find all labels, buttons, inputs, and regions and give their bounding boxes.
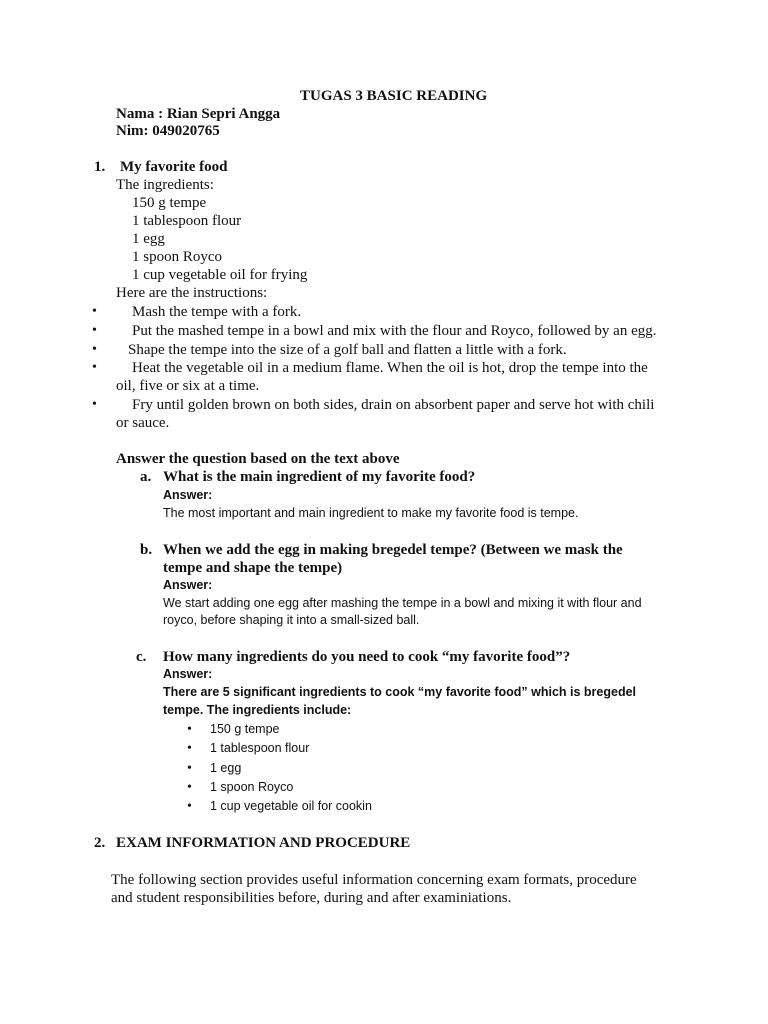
answer-c-text: There are 5 significant ingredients to cook “my favorite food” which is bregedel — [163, 685, 637, 699]
bullet-icon: • — [187, 722, 192, 737]
answer-b-text: We start adding one egg after mashing the tempe in a bowl and mixing it with flour and — [163, 596, 642, 610]
questions-heading: Answer the question based on the text above — [116, 451, 400, 467]
question-b-text: When we add the egg in making bregedel tempe? (Between we mask the — [163, 542, 623, 558]
question-a-letter: a. — [140, 469, 152, 485]
instruction-step: Put the mashed tempe in a bowl and mix with the flour and Royco, followed by an egg. — [132, 323, 657, 339]
answer-c-list-item: 1 tablespoon flour — [210, 741, 310, 755]
section-2-paragraph-continued: and student responsibilities before, during and after examiniations. — [111, 890, 512, 906]
answer-a-label: Answer: — [163, 488, 213, 502]
instruction-step: Fry until golden brown on both sides, drain on absorbent paper and serve hot with chili — [132, 397, 655, 413]
answer-c-label: Answer: — [163, 667, 213, 681]
bullet-icon: • — [92, 323, 97, 338]
student-name: Nama : Rian Sepri Angga — [116, 106, 281, 122]
instruction-step-continued: or sauce. — [116, 415, 170, 431]
instruction-step: Heat the vegetable oil in a medium flame. When the oil is hot, drop the tempe into the — [132, 360, 648, 376]
ingredient-item: 1 spoon Royco — [132, 249, 222, 265]
section-2-paragraph: The following section provides useful information concerning exam formats, procedure — [111, 872, 637, 888]
bullet-icon: • — [187, 799, 192, 814]
section-1-number: 1. — [94, 159, 106, 175]
question-b-letter: b. — [140, 542, 153, 558]
bullet-icon: • — [92, 397, 97, 412]
bullet-icon: • — [92, 342, 97, 357]
bullet-icon: • — [92, 360, 97, 375]
ingredient-item: 150 g tempe — [132, 195, 207, 211]
bullet-icon: • — [187, 741, 192, 756]
ingredient-item: 1 tablespoon flour — [132, 213, 242, 229]
instruction-step-continued: oil, five or six at a time. — [116, 378, 260, 394]
question-a-text: What is the main ingredient of my favorite food? — [163, 469, 476, 485]
document-title: TUGAS 3 BASIC READING — [300, 88, 488, 104]
answer-c-list-item: 150 g tempe — [210, 722, 280, 736]
question-b-text-continued: tempe and shape the tempe) — [163, 560, 343, 576]
section-2-heading: EXAM INFORMATION AND PROCEDURE — [116, 835, 411, 851]
ingredient-item: 1 egg — [132, 231, 165, 247]
answer-a-text: The most important and main ingredient to make my favorite food is tempe. — [163, 506, 579, 520]
ingredients-label: The ingredients: — [116, 177, 214, 193]
section-2-number: 2. — [94, 835, 106, 851]
instructions-label: Here are the instructions: — [116, 285, 268, 301]
answer-b-label: Answer: — [163, 578, 213, 592]
section-1-heading: My favorite food — [120, 159, 228, 175]
question-c-text: How many ingredients do you need to cook “my favorite food”? — [163, 649, 571, 665]
question-c-letter: c. — [136, 649, 147, 665]
answer-c-list-item: 1 egg — [210, 761, 242, 775]
answer-c-list-item: 1 cup vegetable oil for cookin — [210, 799, 372, 813]
bullet-icon: • — [187, 780, 192, 795]
ingredient-item: 1 cup vegetable oil for frying — [132, 267, 308, 283]
answer-c-list-item: 1 spoon Royco — [210, 780, 294, 794]
student-nim: Nim: 049020765 — [116, 123, 220, 139]
answer-c-text-continued: tempe. The ingredients include: — [163, 703, 352, 717]
bullet-icon: • — [92, 304, 97, 319]
answer-b-text-continued: royco, before shaping it into a small-sized ball. — [163, 613, 420, 627]
bullet-icon: • — [187, 761, 192, 776]
instruction-step: Shape the tempe into the size of a golf ball and flatten a little with a fork. — [128, 342, 567, 358]
instruction-step: Mash the tempe with a fork. — [132, 304, 302, 320]
